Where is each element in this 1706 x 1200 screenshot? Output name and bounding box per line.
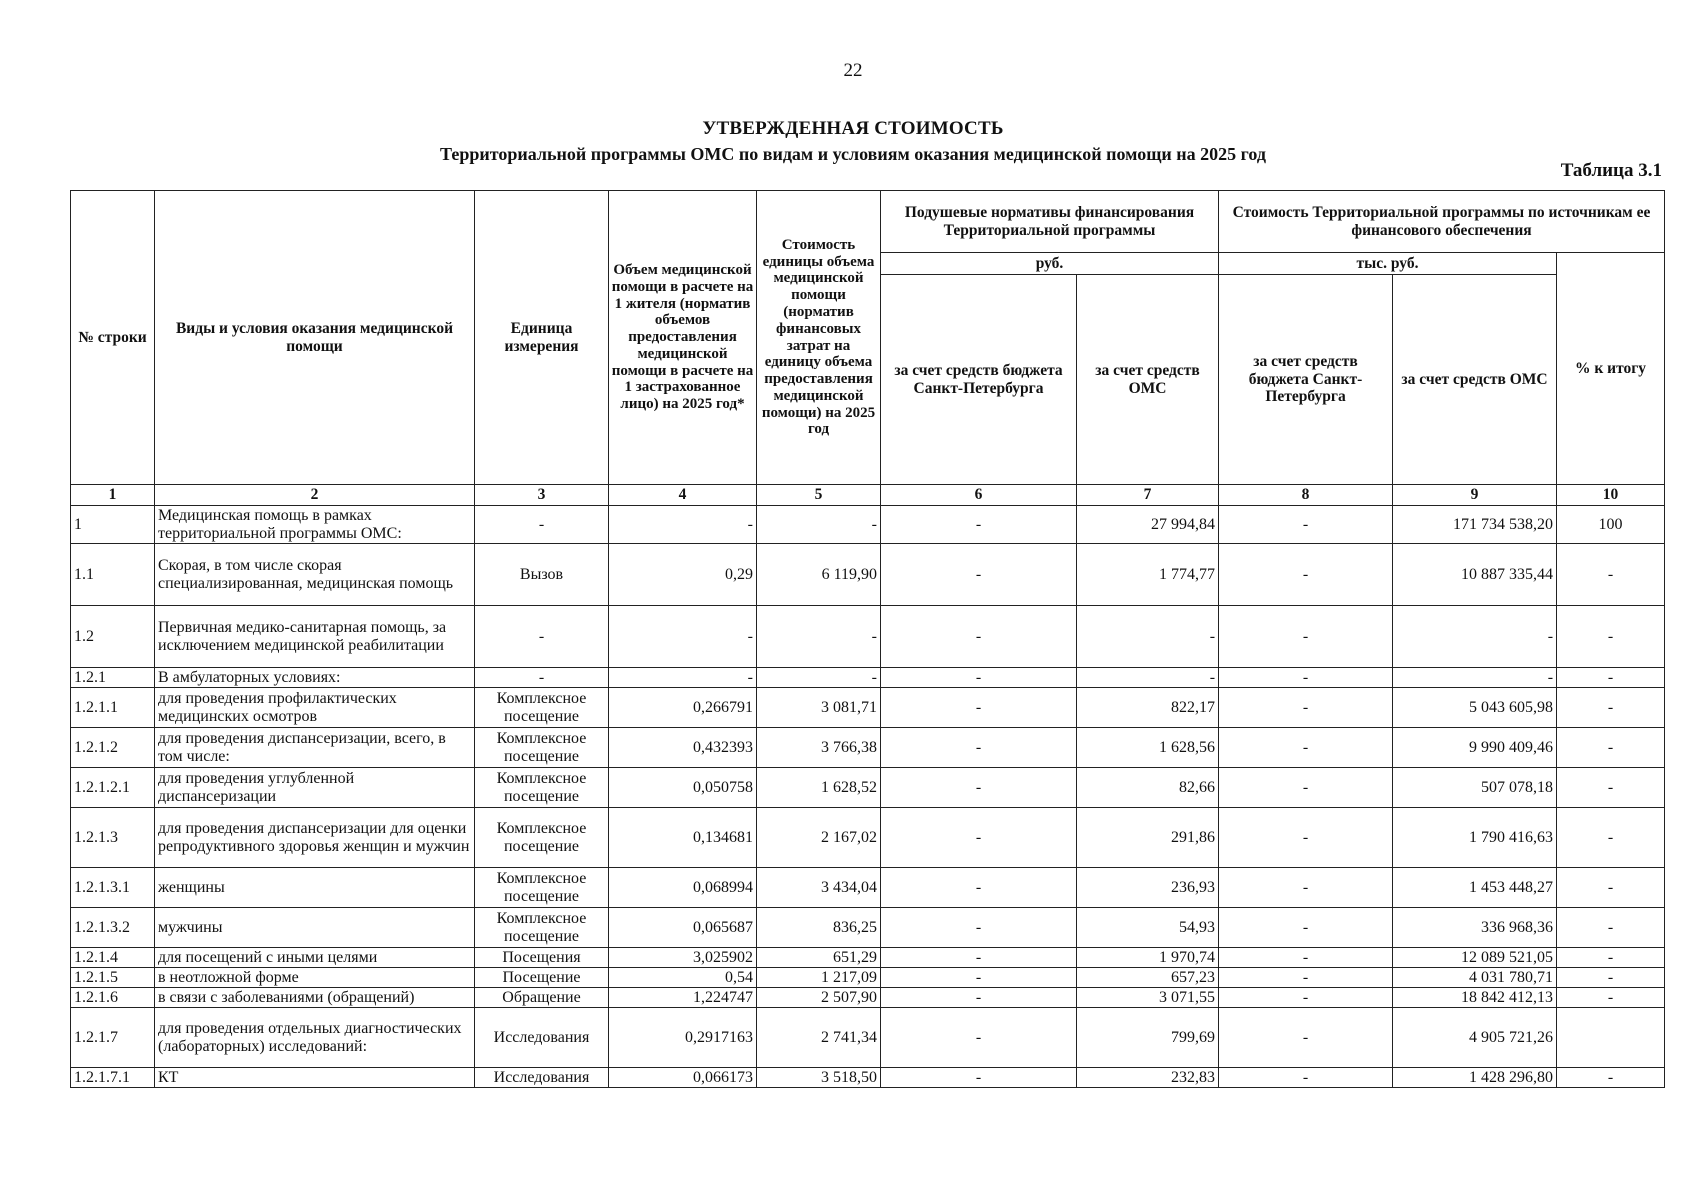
page-number: 22 — [843, 60, 863, 81]
per-capita-budget-cell: - — [881, 1068, 1077, 1088]
column-number: 10 — [1557, 485, 1665, 506]
per-capita-oms-cell: 822,17 — [1077, 688, 1219, 728]
per-capita-oms-cell: 1 774,77 — [1077, 544, 1219, 606]
table-row — [71, 506, 1665, 544]
per-capita-oms-cell: - — [1077, 606, 1219, 668]
column-number: 2 — [155, 485, 475, 506]
cost-cell: - — [757, 668, 881, 688]
cost-cell: 3 766,38 — [757, 728, 881, 768]
total-oms-cell: 18 842 412,13 — [1393, 988, 1557, 1008]
unit-cell: Обращение — [475, 988, 609, 1008]
volume-cell: 0,068994 — [609, 868, 757, 908]
per-capita-budget-cell: - — [881, 728, 1077, 768]
percent-cell — [1557, 1008, 1665, 1068]
cost-cell: 6 119,90 — [757, 544, 881, 606]
total-oms-cell: 336 968,36 — [1393, 908, 1557, 948]
header-kind: Виды и условия оказания медицинской помощи — [155, 191, 475, 485]
total-oms-cell: 171 734 538,20 — [1393, 506, 1557, 544]
total-budget-cell: - — [1219, 768, 1393, 808]
total-budget-cell: - — [1219, 506, 1393, 544]
table-body — [71, 506, 1665, 1088]
kind-cell: для проведения углубленной диспансеризации — [155, 768, 475, 808]
total-oms-cell: 4 031 780,71 — [1393, 968, 1557, 988]
percent-cell: - — [1557, 544, 1665, 606]
per-capita-budget-cell: - — [881, 968, 1077, 988]
total-budget-cell: - — [1219, 948, 1393, 968]
kind-cell: КТ — [155, 1068, 475, 1088]
percent-cell: - — [1557, 668, 1665, 688]
total-oms-cell: 1 790 416,63 — [1393, 808, 1557, 868]
volume-cell: 0,134681 — [609, 808, 757, 868]
total-budget-cell: - — [1219, 728, 1393, 768]
kind-cell: Медицинская помощь в рамках территориальной программы ОМС: — [155, 506, 475, 544]
unit-cell: Комплексное посещение — [475, 868, 609, 908]
per-capita-oms-cell: 1 970,74 — [1077, 948, 1219, 968]
cost-cell: - — [757, 506, 881, 544]
cost-cell: - — [757, 606, 881, 668]
row-number-cell: 1.2 — [71, 606, 155, 668]
table-row — [71, 808, 1665, 868]
cost-cell: 651,29 — [757, 948, 881, 968]
volume-cell: 0,432393 — [609, 728, 757, 768]
unit-cell: Вызов — [475, 544, 609, 606]
percent-cell: - — [1557, 908, 1665, 948]
header-per-capita: Подушевые нормативы финансирования Территориальной программы — [881, 191, 1219, 253]
unit-cell: Исследования — [475, 1008, 609, 1068]
row-number-cell: 1 — [71, 506, 155, 544]
header-volume: Объем медицинской помощи в расчете на 1 жителя (норматив объемов предоставления медицинской помощи в расчете на 1 застрахованное лицо) на 2025 год* — [609, 191, 757, 485]
percent-cell: - — [1557, 606, 1665, 668]
total-oms-cell: 10 887 335,44 — [1393, 544, 1557, 606]
column-number: 3 — [475, 485, 609, 506]
row-number-cell: 1.2.1.3 — [71, 808, 155, 868]
percent-cell: - — [1557, 728, 1665, 768]
per-capita-budget-cell: - — [881, 868, 1077, 908]
total-budget-cell: - — [1219, 988, 1393, 1008]
table-label: Таблица 3.1 — [1560, 160, 1662, 181]
total-budget-cell: - — [1219, 1068, 1393, 1088]
per-capita-budget-cell: - — [881, 506, 1077, 544]
total-oms-cell: 5 043 605,98 — [1393, 688, 1557, 728]
cost-cell: 2 167,02 — [757, 808, 881, 868]
per-capita-budget-cell: - — [881, 544, 1077, 606]
column-number: 8 — [1219, 485, 1393, 506]
table-row — [71, 1068, 1665, 1088]
kind-cell: для проведения профилактических медицинских осмотров — [155, 688, 475, 728]
row-number-cell: 1.2.1.7 — [71, 1008, 155, 1068]
per-capita-budget-cell: - — [881, 808, 1077, 868]
total-oms-cell: - — [1393, 606, 1557, 668]
percent-cell: - — [1557, 868, 1665, 908]
volume-cell: 0,2917163 — [609, 1008, 757, 1068]
percent-cell: - — [1557, 948, 1665, 968]
per-capita-budget-cell: - — [881, 948, 1077, 968]
volume-cell: 0,29 — [609, 544, 757, 606]
volume-cell: 0,065687 — [609, 908, 757, 948]
header-budget-spb-2: за счет средств бюджета Санкт-Петербурга — [1219, 275, 1393, 485]
table-row — [71, 908, 1665, 948]
column-number: 4 — [609, 485, 757, 506]
cost-cell: 836,25 — [757, 908, 881, 948]
table-row — [71, 868, 1665, 908]
header-per-capita-unit: руб. — [881, 253, 1219, 275]
header-cost: Стоимость единицы объема медицинской помощи (норматив финансовых затрат на единицу объема предоставления медицинской помощи) на 2025 год — [757, 191, 881, 485]
total-oms-cell: 4 905 721,26 — [1393, 1008, 1557, 1068]
document-subtitle: Территориальной программы ОМС по видам и условиям оказания медицинской помощи на 2025 год — [440, 144, 1266, 164]
total-oms-cell: 12 089 521,05 — [1393, 948, 1557, 968]
column-number: 6 — [881, 485, 1077, 506]
unit-cell: Комплексное посещение — [475, 908, 609, 948]
total-budget-cell: - — [1219, 1008, 1393, 1068]
row-number-cell: 1.2.1.4 — [71, 948, 155, 968]
column-number-row — [71, 485, 1665, 506]
percent-cell: 100 — [1557, 506, 1665, 544]
per-capita-oms-cell: 799,69 — [1077, 1008, 1219, 1068]
table-row — [71, 728, 1665, 768]
percent-cell: - — [1557, 1068, 1665, 1088]
row-number-cell: 1.1 — [71, 544, 155, 606]
per-capita-oms-cell: 27 994,84 — [1077, 506, 1219, 544]
kind-cell: для проведения диспансеризации для оценки репродуктивного здоровья женщин и мужчин — [155, 808, 475, 868]
table-row — [71, 544, 1665, 606]
unit-cell: Посещения — [475, 948, 609, 968]
header-row-no: № строки — [71, 191, 155, 485]
per-capita-budget-cell: - — [881, 606, 1077, 668]
table-row — [71, 968, 1665, 988]
row-number-cell: 1.2.1.1 — [71, 688, 155, 728]
per-capita-oms-cell: 82,66 — [1077, 768, 1219, 808]
unit-cell: - — [475, 506, 609, 544]
total-budget-cell: - — [1219, 968, 1393, 988]
percent-cell: - — [1557, 988, 1665, 1008]
volume-cell: 1,224747 — [609, 988, 757, 1008]
table-row — [71, 948, 1665, 968]
per-capita-budget-cell: - — [881, 988, 1077, 1008]
per-capita-budget-cell: - — [881, 908, 1077, 948]
per-capita-oms-cell: 54,93 — [1077, 908, 1219, 948]
per-capita-oms-cell: 291,86 — [1077, 808, 1219, 868]
header-budget-spb: за счет средств бюджета Санкт-Петербурга — [881, 275, 1077, 485]
volume-cell: 0,54 — [609, 968, 757, 988]
header-percent: % к итогу — [1557, 253, 1665, 485]
table-row — [71, 668, 1665, 688]
cost-cell: 3 434,04 — [757, 868, 881, 908]
unit-cell: - — [475, 606, 609, 668]
table-row — [71, 606, 1665, 668]
title-block — [0, 118, 1706, 165]
kind-cell: женщины — [155, 868, 475, 908]
column-number: 1 — [71, 485, 155, 506]
table-row — [71, 988, 1665, 1008]
total-oms-cell: 1 428 296,80 — [1393, 1068, 1557, 1088]
cost-cell: 2 507,90 — [757, 988, 881, 1008]
row-number-cell: 1.2.1.6 — [71, 988, 155, 1008]
table-row — [71, 1008, 1665, 1068]
column-number: 9 — [1393, 485, 1557, 506]
total-budget-cell: - — [1219, 668, 1393, 688]
cost-cell: 2 741,34 — [757, 1008, 881, 1068]
total-oms-cell: 507 078,18 — [1393, 768, 1557, 808]
per-capita-budget-cell: - — [881, 1008, 1077, 1068]
row-number-cell: 1.2.1 — [71, 668, 155, 688]
kind-cell: В амбулаторных условиях: — [155, 668, 475, 688]
volume-cell: - — [609, 606, 757, 668]
percent-cell: - — [1557, 968, 1665, 988]
percent-cell: - — [1557, 808, 1665, 868]
per-capita-oms-cell: 657,23 — [1077, 968, 1219, 988]
table-row — [71, 768, 1665, 808]
total-budget-cell: - — [1219, 544, 1393, 606]
kind-cell: для посещений с иными целями — [155, 948, 475, 968]
volume-cell: 0,066173 — [609, 1068, 757, 1088]
per-capita-oms-cell: 3 071,55 — [1077, 988, 1219, 1008]
cost-cell: 3 081,71 — [757, 688, 881, 728]
kind-cell: в неотложной форме — [155, 968, 475, 988]
unit-cell: Комплексное посещение — [475, 688, 609, 728]
table-row — [71, 688, 1665, 728]
unit-cell: Комплексное посещение — [475, 728, 609, 768]
cost-table — [70, 190, 1665, 1088]
volume-cell: 0,266791 — [609, 688, 757, 728]
kind-cell: для проведения диспансеризации, всего, в том числе: — [155, 728, 475, 768]
per-capita-budget-cell: - — [881, 668, 1077, 688]
volume-cell: - — [609, 668, 757, 688]
per-capita-budget-cell: - — [881, 688, 1077, 728]
kind-cell: Скорая, в том числе скорая специализированная, медицинская помощь — [155, 544, 475, 606]
header-oms-2: за счет средств ОМС — [1393, 275, 1557, 485]
row-number-cell: 1.2.1.7.1 — [71, 1068, 155, 1088]
percent-cell: - — [1557, 688, 1665, 728]
column-number: 5 — [757, 485, 881, 506]
total-budget-cell: - — [1219, 606, 1393, 668]
header-total-cost: Стоимость Территориальной программы по источникам ее финансового обеспечения — [1219, 191, 1665, 253]
column-number: 7 — [1077, 485, 1219, 506]
row-number-cell: 1.2.1.2 — [71, 728, 155, 768]
per-capita-oms-cell: 1 628,56 — [1077, 728, 1219, 768]
unit-cell: Комплексное посещение — [475, 808, 609, 868]
volume-cell: 0,050758 — [609, 768, 757, 808]
kind-cell: мужчины — [155, 908, 475, 948]
total-budget-cell: - — [1219, 868, 1393, 908]
total-budget-cell: - — [1219, 808, 1393, 868]
row-number-cell: 1.2.1.2.1 — [71, 768, 155, 808]
row-number-cell: 1.2.1.3.1 — [71, 868, 155, 908]
percent-cell: - — [1557, 768, 1665, 808]
header-unit: Единица измерения — [475, 191, 609, 485]
cost-cell: 1 628,52 — [757, 768, 881, 808]
total-oms-cell: 1 453 448,27 — [1393, 868, 1557, 908]
per-capita-budget-cell: - — [881, 768, 1077, 808]
unit-cell: Посещение — [475, 968, 609, 988]
unit-cell: - — [475, 668, 609, 688]
unit-cell: Комплексное посещение — [475, 768, 609, 808]
per-capita-oms-cell: 232,83 — [1077, 1068, 1219, 1088]
kind-cell: в связи с заболеваниями (обращений) — [155, 988, 475, 1008]
document-title: УТВЕРЖДЕННАЯ СТОИМОСТЬ — [702, 118, 1004, 139]
kind-cell: для проведения отдельных диагностических (лабораторных) исследований: — [155, 1008, 475, 1068]
volume-cell: - — [609, 506, 757, 544]
kind-cell: Первичная медико-санитарная помощь, за исключением медицинской реабилитации — [155, 606, 475, 668]
unit-cell: Исследования — [475, 1068, 609, 1088]
total-budget-cell: - — [1219, 688, 1393, 728]
cost-cell: 1 217,09 — [757, 968, 881, 988]
total-budget-cell: - — [1219, 908, 1393, 948]
header-total-cost-unit: тыс. руб. — [1219, 253, 1557, 275]
total-oms-cell: - — [1393, 668, 1557, 688]
volume-cell: 3,025902 — [609, 948, 757, 968]
row-number-cell: 1.2.1.5 — [71, 968, 155, 988]
cost-cell: 3 518,50 — [757, 1068, 881, 1088]
row-number-cell: 1.2.1.3.2 — [71, 908, 155, 948]
header-oms: за счет средств ОМС — [1077, 275, 1219, 485]
total-oms-cell: 9 990 409,46 — [1393, 728, 1557, 768]
per-capita-oms-cell: 236,93 — [1077, 868, 1219, 908]
per-capita-oms-cell: - — [1077, 668, 1219, 688]
